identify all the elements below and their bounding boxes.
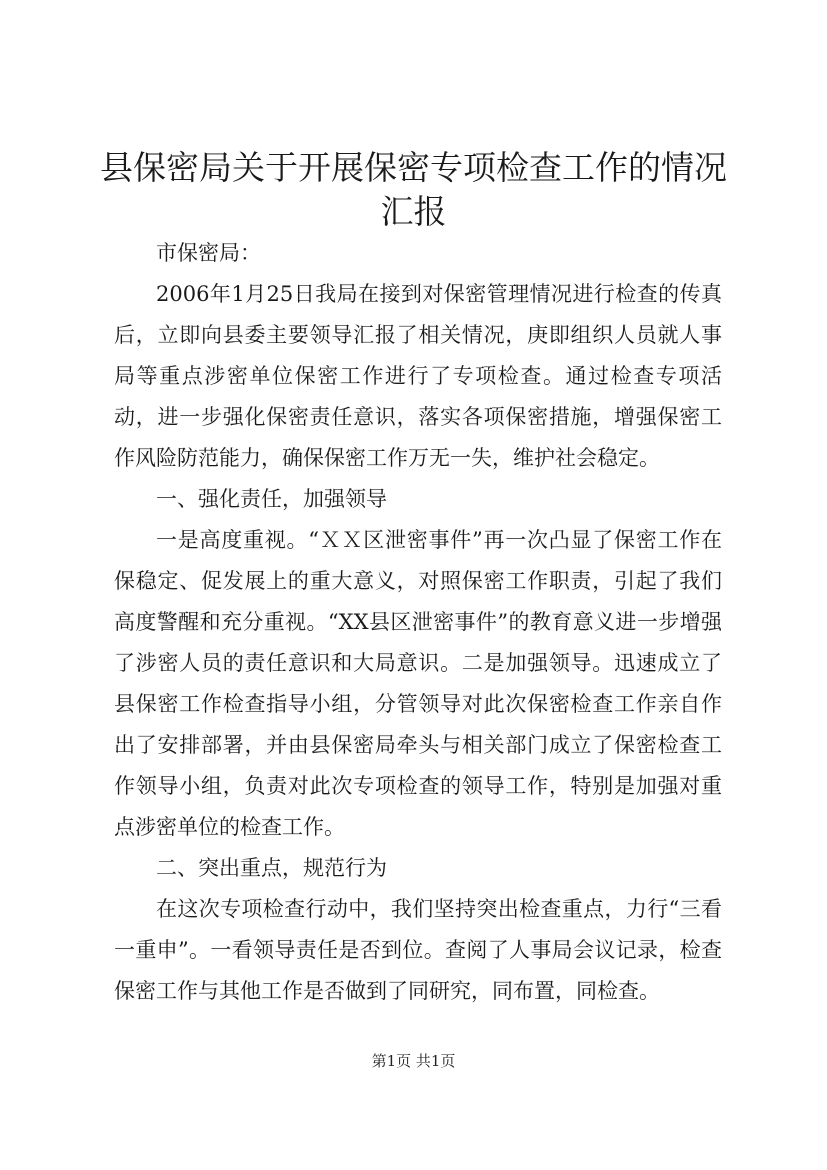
- document-title: 县保密局关于开展保密专项检查工作的情况汇报: [100, 148, 727, 231]
- section-heading-2: 二、突出重点，规范行为: [156, 856, 387, 880]
- section-heading-1: 一、强化责任，加强领导: [156, 487, 387, 511]
- paragraph-intro: 2006年1月25日我局在接到对保密管理情况进行检查的传真后，立即向县委主要领导汇报了相关情况，庚即组织人员就人事局等重点涉密单位保密工作进行了专项检查。通过检查专项活动，进一步强化保密责任意识，落实各项保密措施，增强保密工作风险防范能力，确保保密工作万无一失，维护社会稳定。: [114, 282, 722, 470]
- paragraph-section-2: 在这次专项检查行动中，我们坚持突出检查重点，力行“三看一重申”。一看领导责任是否到位。查阅了人事局会议记录，检查保密工作与其他工作是否做到了同研究，同布置，同检查。: [114, 897, 722, 1003]
- paragraph-section-1: 一是高度重视。“ＸＸ区泄密事件”再一次凸显了保密工作在保稳定、促发展上的重大意义，对照保密工作职责，引起了我们高度警醒和充分重视。“XX县区泄密事件”的教育意义进一步增强了涉密人员的责任意识和大局意识。二是加强领导。迅速成立了县保密工作检查指导小组，分管领导对此次保密检查工作亲自作出了安排部署，并由县保密局牵头与相关部门成立了保密检查工作领导小组，负责对此次专项检查的领导工作，特别是加强对重点涉密单位的检查工作。: [114, 528, 722, 839]
- salutation: 市保密局：: [156, 241, 261, 265]
- page-footer: 第1页 共1页: [371, 1052, 456, 1070]
- document-body: [114, 233, 722, 1012]
